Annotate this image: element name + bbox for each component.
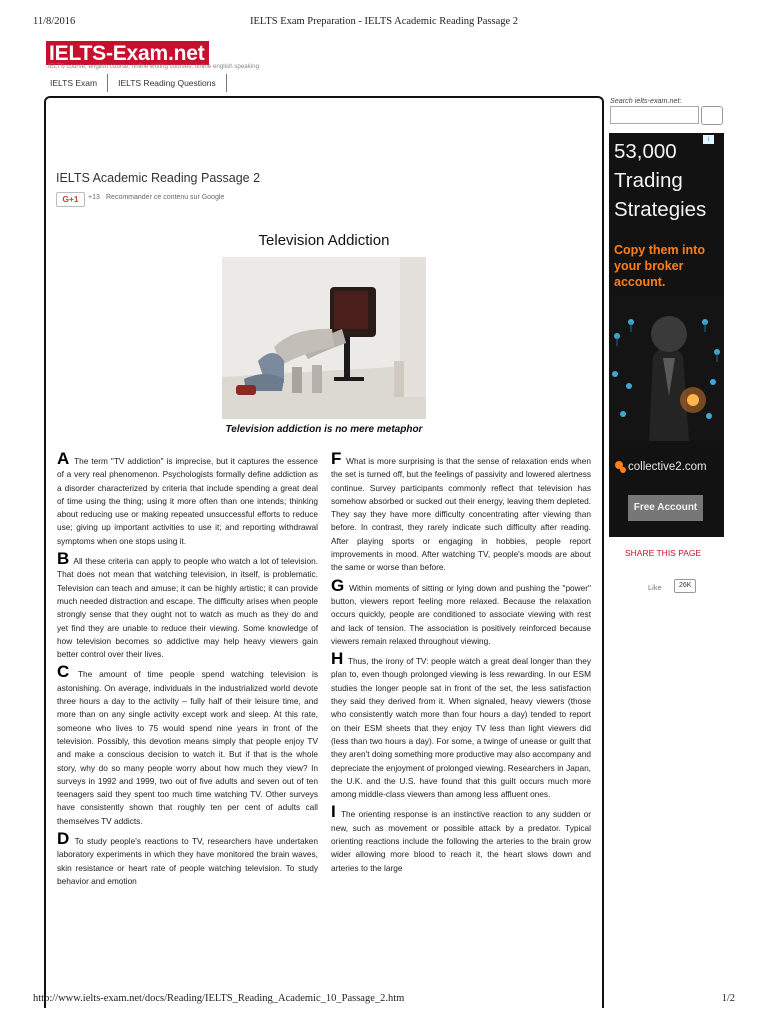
paragraph-text: Within moments of sitting or lying down and pushing the "power" button, viewers report feeling more relaxed. Because the relaxation occurs quickly, people are conditioned to associate viewing with rest and lack of tension. The association is positively reinforced because viewers remain relaxed throughout viewing. <box>331 582 591 646</box>
article-title: IELTS Academic Reading Passage 2 <box>56 171 261 185</box>
paragraph-letter: H <box>331 649 344 669</box>
search-label: Search ielts-exam.net: <box>610 96 682 105</box>
site-tagline: IELTS course, english course, online writing courses, online english speaking <box>48 63 260 70</box>
paragraph-text: Thus, the irony of TV: people watch a great deal longer than they plan to, even though prolonged viewing is less rewarding. In our ESM studies the longer people sat in front of the set, the less satisfaction they said they derived from it. When signaled, heavy viewers (those who consistently watch more than four hours a day) tended to report on their ESM sheets that they enjoy TV less than light viewers did (less than two hours a day). For some, a twinge of unease or guilt that they aren't doing something more productive may also accompany and depreciate the enjoyment of prolonged viewing. Researchers in Japan, the U.K. and the U.S. have found that this guilt occurs much more among middle-class viewers than among less affluent ones. <box>331 656 592 800</box>
print-header <box>33 16 735 30</box>
ad-info-icon[interactable]: i <box>703 135 714 144</box>
google-plus-recommend-text: Recommander ce contenu sur Google <box>106 194 225 201</box>
print-page-number: 1/2 <box>721 993 735 1004</box>
paragraph <box>57 662 319 828</box>
paragraph-text: The orienting response is an instinctive reaction to any sudden or new, such as movement or possible attack by a predator. Typical orienting reactions include the following the arteries to the brain grow wider allowing more blood to reach it, the heart slows down and arteries to the large <box>331 809 592 873</box>
paragraph-letter: C <box>57 662 70 682</box>
paragraph <box>57 549 318 661</box>
print-url: http://www.ielts-exam.net/docs/Reading/IELTS_Reading_Academic_10_Passage_2.htm <box>33 993 405 1004</box>
top-nav <box>40 73 227 93</box>
nav-item-ielts-reading-questions[interactable]: IELTS Reading Questions <box>108 74 227 92</box>
ad-brand-name: collective2.com <box>628 461 707 473</box>
paragraph-text: The term "TV addiction" is imprecise, but it captures the essence of a very real phenomenon. Psychologists formally define addiction as a disorder characterized by criteria that include spending a great deal of time using the thing; using it more often than one intends; thinking about reducing use or making repeated unsuccessful efforts to reduce use; giving up important activities to use it; and reporting withdrawal symptoms when one stops using it. <box>57 456 318 546</box>
ad-headline: 53,000 Trading Strategies <box>614 140 707 221</box>
like-button[interactable]: Like <box>648 583 662 592</box>
search-input[interactable] <box>610 106 699 124</box>
print-date: 11/8/2016 <box>33 16 76 27</box>
print-title: IELTS Exam Preparation - IELTS Academic Reading Passage 2 <box>249 16 519 27</box>
image-caption: Television addiction is no mere metaphor <box>225 424 423 435</box>
share-this-page-heading: SHARE THIS PAGE <box>625 548 702 558</box>
paragraph-text: The amount of time people spend watching television is astonishing. On average, individuals in the industrialized world devote three hours a day to the activity – fully half of their leisure time, and more than on any single activity except work and sleep. At this rate, someone who lives to 75 would spend nine years in front of the television. Possibly, this devotion means simply that people enjoy TV and make a conscious decision to watch it. But if that is the whole story, why do so many people worry about how much they view? In surveys in 1992 and 1999, two out of five adults and seven out of ten teenagers said they spent too much time watching TV. Other surveys have consistently shown that roughly ten per cent of adults call themselves TV addicts. <box>57 669 319 826</box>
article-column-right <box>331 449 592 879</box>
paragraph <box>331 649 592 801</box>
search-button[interactable] <box>701 106 723 125</box>
ad-businessman-illustration <box>609 296 724 441</box>
site-logo[interactable]: IELTS-Exam.net <box>46 41 209 65</box>
paragraph-letter: I <box>331 802 336 822</box>
nav-item-ielts-exam[interactable]: IELTS Exam <box>40 74 108 92</box>
article-headline: Television Addiction <box>258 232 390 249</box>
advertisement-banner[interactable] <box>609 133 724 537</box>
paragraph-letter: F <box>331 449 342 468</box>
paragraph <box>57 829 319 888</box>
article-column-left <box>57 449 319 892</box>
paragraph-letter: G <box>331 575 345 595</box>
tv-addiction-illustration <box>222 257 426 419</box>
paragraph-letter: D <box>57 829 70 849</box>
print-footer <box>33 993 735 1007</box>
google-plus-count: +13 <box>88 194 100 201</box>
paragraph-letter: B <box>57 549 70 569</box>
paragraph-letter: A <box>57 449 70 468</box>
google-plus-button[interactable]: G+1 <box>56 192 85 207</box>
paragraph <box>331 449 591 575</box>
paragraph <box>331 575 591 648</box>
ad-free-account-button[interactable]: Free Account <box>628 495 703 521</box>
like-count-badge: 26K <box>674 579 696 593</box>
paragraph-text: To study people's reactions to TV, researchers have undertaken laboratory experiments in which they have monitored the brain waves, skin resistance or heart rate of people watching television. To study behavior and emotion <box>57 836 319 886</box>
ad-subheadline: Copy them into your broker account. <box>614 243 705 289</box>
paragraph-text: All these criteria can apply to people who watch a lot of television. That does not mean that watching television, in itself, is problematic. Television can teach and amuse; it can be highly artistic; it can provide much needed distraction and escape. The difficulty arises when people strongly sense that they ought not to watch as much as they do and yet find they are unable to reduce their viewing. Some knowledge of how television becomes so addictive may help heavy viewers gain better control over their lives. <box>57 556 318 660</box>
paragraph-text: What is more surprising is that the sense of relaxation ends when the set is turned off, but the feelings of passivity and lowered alertness continue. Survey participants commonly reflect that television has somehow absorbed or sucked out their energy, leaving them depleted. They say they have more difficulty concentrating after viewing than before. In contrast, they rarely indicate such difficulty after reading. After playing sports or engaging in hobbies, people report improvements in mood. After watching TV, people's moods are about the same or worse than before. <box>331 456 591 573</box>
paragraph <box>57 449 318 548</box>
paragraph <box>331 802 592 874</box>
